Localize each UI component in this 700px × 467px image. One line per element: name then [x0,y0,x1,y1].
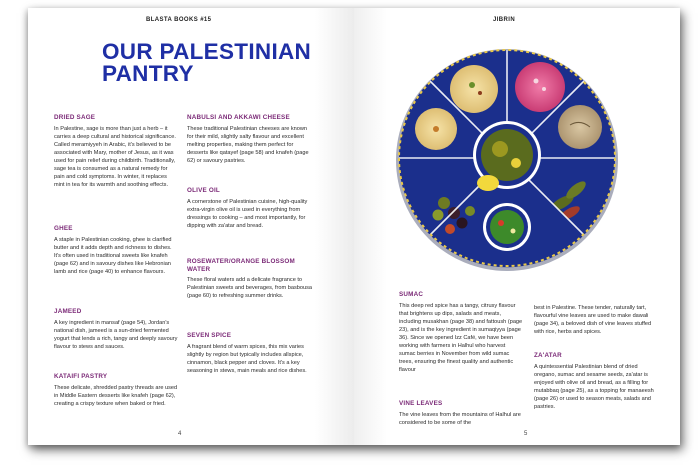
entry-body: This deep red spice has a tangy, citrusy flavour that brightens up dips, salads and meats, including musakhan (page 38) and fattoush (page 23), and is the key ingredient in sumaqiyya (page 36). Since we opened Izz Café, we have been working with farmers in Halhul who harvest sumac berries in November from wild sumac trees, ensuring the finest quality and authentic flavour [399,302,523,373]
entry-body: A quintessential Palestinian blend of dried oregano, sumac and sesame seeds, za'atar is enjoyed with olive oil and bread, as a filling for mutabbaq (page 25), as a topping for manaeesh (page 26) or used to season meats, salads and pastries. [534,363,654,410]
entry-body: A key ingredient in mansaf (page 54), Jordan's national dish, jameed is a sun-dried fermented yogurt that lends a rich, tangy and deeply savoury flavour to stews and sauces. [54,319,178,350]
baba-ghanoush-dip [558,105,602,149]
book-spread [28,8,680,445]
entry-heading: KATAIFI PASTRY [54,373,108,380]
mezze-platter-photo [392,43,622,273]
entry-heading: SUMAC [399,291,424,298]
entry-jameed [54,308,178,351]
zaatar-olive-oil [481,129,533,181]
entry-body: In Palestine, sage is more than just a herb – it carries a deep cultural and historical significance. Called meramiyyeh in Arabic, it's believed to be associated with Mary, mother of Jesus, as it was used for pain relief during childbirth. Traditionally, sage tea is consumed as a natural remedy for pain and cold symptoms. In winter, it replaces mint in tea for its warmth and soothing effects. [54,125,176,188]
entry-seven-spice [187,332,315,375]
entry-nabulsi-akkawi-cheese [187,114,315,165]
entry-body: These delicate, shredded pastry threads are used in Middle Eastern desserts like knafeh (page 62), creating a crispy texture when baked or fried. [54,384,178,407]
entry-heading: ROSEWATER/ORANGE BLOSSOM WATER [187,258,295,273]
hummus-dip [450,65,498,113]
entry-heading: SEVEN SPICE [187,332,232,339]
herb-salad [490,210,524,244]
entry-sumac [399,291,523,374]
entry-vine-leaves [399,400,523,427]
entry-kataifi-pastry [54,373,178,408]
entry-body: The vine leaves from the mountains of Halhul are considered to be some of the [399,411,521,426]
entry-heading: ZA'ATAR [534,352,562,359]
running-head-left: BLASTA BOOKS #15 [146,17,212,23]
entry-heading: GHEE [54,225,73,232]
page-title [102,41,311,85]
entry-ghee [54,225,178,276]
title-line-2: PANTRY [102,61,194,86]
lemon-wedge [477,175,499,191]
left-page [28,8,354,445]
page-number-right: 5 [524,431,528,437]
entry-heading: JAMEED [54,308,82,315]
title-line-1: OUR PALESTINIAN [102,39,312,64]
entry-zaatar [534,352,660,411]
entry-body: A cornerstone of Palestinian cuisine, high-quality extra-virgin olive oil is used in everything from dressings to cooking – and most importantly, for dipping with za'atar and bread. [187,198,308,229]
entry-body: A staple in Palestinian cooking, ghee is clarified butter and it adds depth and richness to dishes. It's often used in traditional sweets like knafeh (page 62) and in savoury dishes like Hebronian lamb and rice (page 40) to enhance flavours. [54,236,172,275]
beetroot-dip [515,62,565,112]
entry-olive-oil [187,187,315,230]
right-page [354,8,680,445]
entry-rosewater-orange-blossom [187,258,315,300]
entry-dried-sage [54,114,178,189]
entry-heading: VINE LEAVES [399,400,443,407]
entry-heading: OLIVE OIL [187,187,220,194]
entry-body: best in Palestine. These tender, naturally tart, flavourful vine leaves are used to make dawali (page 34), a beloved dish of vine leaves stuffed with rice, herbs and spices. [534,305,652,335]
entry-body: These floral waters add a delicate fragrance to Palestinian sweets and beverages, from basbousa (page 60) to refreshing summer drinks. [187,277,313,299]
entry-body: These traditional Palestinian cheeses are known for their mild, slightly salty flavour and excellent melting properties, making them perfect for desserts like qatayef (page 58) and knafeh (page 62) or savoury pastries. [187,125,309,164]
entry-vine-leaves-continued [534,304,660,336]
entry-heading: DRIED SAGE [54,114,96,121]
entry-heading: NABULSI AND AKKAWI CHEESE [187,114,290,121]
entry-body: A fragrant blend of warm spices, this mix varies slightly by region but typically includes allspice, cinnamon, black pepper and cloves. It's a key seasoning in stews, main meals and rice dishes. [187,343,307,374]
page-number-left: 4 [178,431,182,437]
running-head-right: JIBRIN [493,17,516,23]
